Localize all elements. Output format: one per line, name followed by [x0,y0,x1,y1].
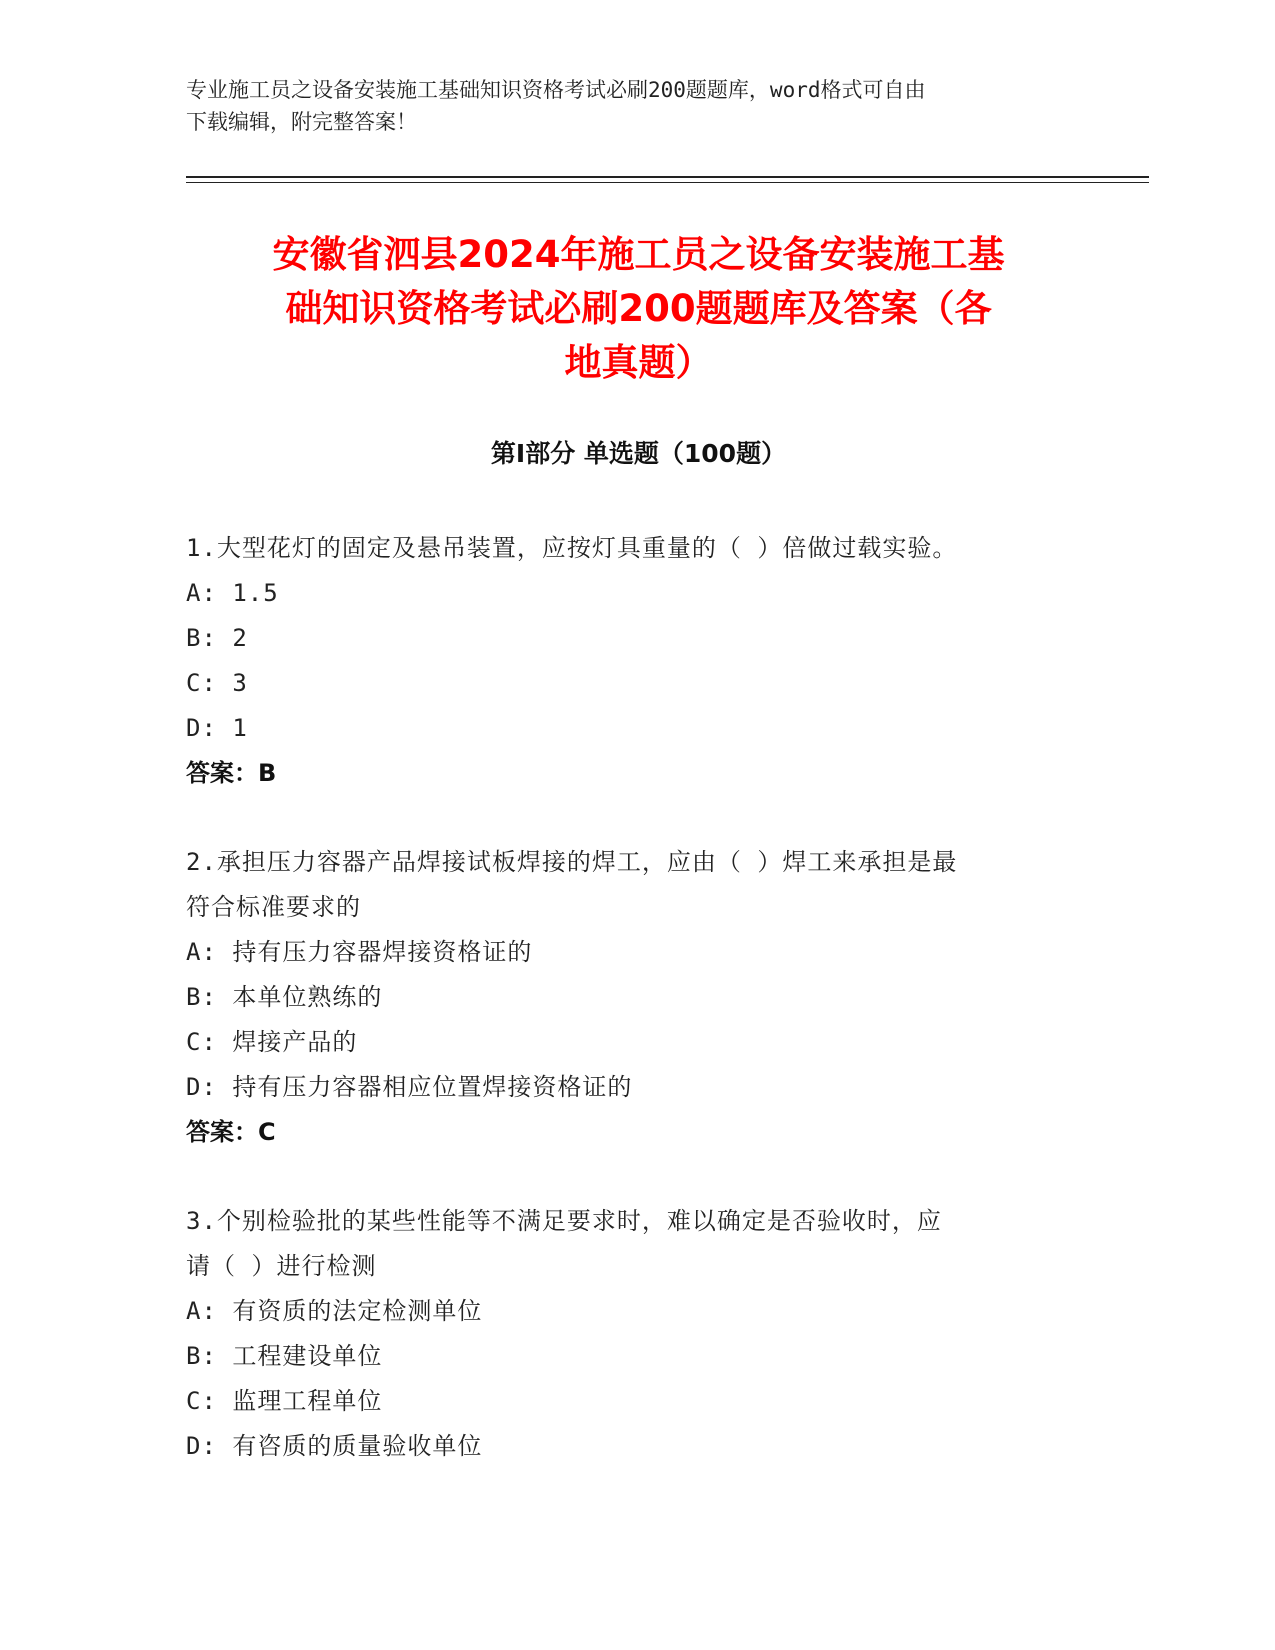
question-list [186,526,1091,1513]
question-2-option-d: D: 持有压力容器相应位置焊接资格证的 [186,1073,633,1101]
question-2-option-b: B: 本单位熟练的 [186,983,383,1011]
document-title [186,228,1091,390]
question-2-stem [186,840,1091,930]
title-line-1: 安徽省泗县2024年施工员之设备安装施工基 [272,233,1005,276]
question-2-stem-line-1: 2.承担压力容器产品焊接试板焊接的焊工，应由（ ）焊工来承担是最 [186,848,958,876]
question-1-stem [186,526,1091,571]
question-2-option-c: C: 焊接产品的 [186,1028,358,1056]
question-3-option-a: A: 有资质的法定检测单位 [186,1297,483,1325]
header-note-line-2: 下载编辑，附完整答案！ [186,110,417,134]
question-3-stem-line-1: 3.个别检验批的某些性能等不满足要求时，难以确定是否验收时，应 [186,1207,942,1235]
question-3 [186,1199,1091,1469]
question-1-option-b: B: 2 [186,624,248,652]
question-2-answer: 答案：C [186,1118,276,1146]
question-1 [186,526,1091,796]
header-divider-thin [186,182,1149,183]
question-1-option-d: D: 1 [186,714,248,742]
question-1-option-a: A: 1.5 [186,579,279,607]
question-3-option-d: D: 有咨质的质量验收单位 [186,1432,483,1460]
header-note [186,74,1086,138]
question-1-option-c: C: 3 [186,669,248,697]
question-3-option-c: C: 监理工程单位 [186,1387,383,1415]
section-heading: 第Ⅰ部分 单选题（100题） [490,439,787,468]
question-3-stem [186,1199,1091,1289]
question-2-stem-line-2: 符合标准要求的 [186,893,361,921]
header-divider-thick [186,176,1149,178]
question-2-option-a: A: 持有压力容器焊接资格证的 [186,938,533,966]
title-line-2: 础知识资格考试必刷200题题库及答案（各 [285,287,992,330]
header-note-line-1: 专业施工员之设备安装施工基础知识资格考试必刷200题题库，word格式可自由 [186,78,926,102]
title-line-3: 地真题） [564,341,713,384]
question-1-answer: 答案：B [186,759,277,787]
question-3-stem-line-2: 请（ ）进行检测 [186,1252,377,1280]
question-1-stem-line-1: 1.大型花灯的固定及悬吊装置，应按灯具重量的（ ）倍做过载实验。 [186,534,958,562]
question-3-option-b: B: 工程建设单位 [186,1342,383,1370]
question-2 [186,840,1091,1155]
